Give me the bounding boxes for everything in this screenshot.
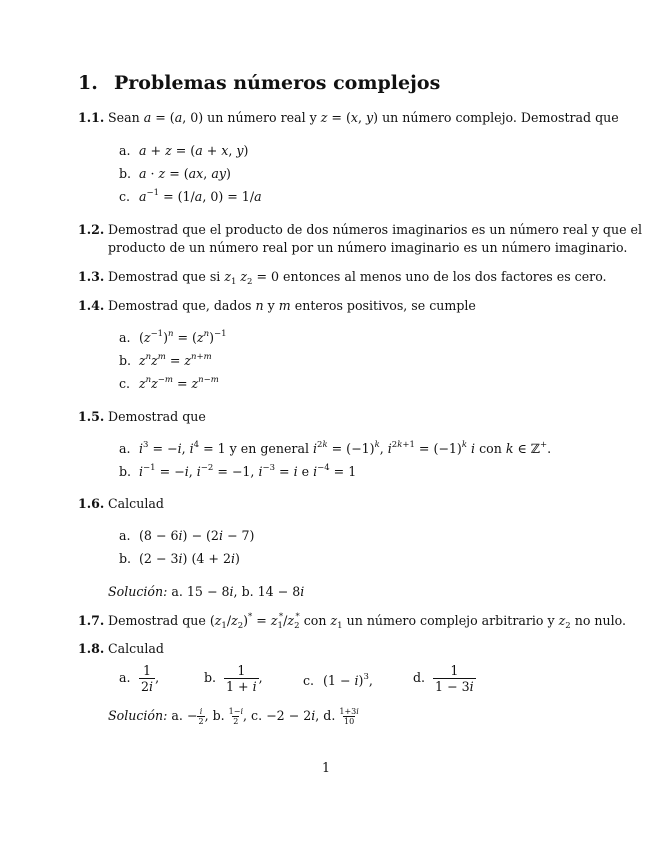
problem-number: 1.4. — [78, 298, 105, 313]
problem-text: Demostrad que, dados n y m enteros positivos, se cumple — [108, 298, 476, 313]
problem-number: 1.6. — [78, 496, 105, 511]
list-item: b. (2 − 3i) (4 + 2i) — [119, 551, 240, 566]
list-item: c. $a^{-1} = (1/a$, 0) = 1/a — [119, 188, 262, 204]
problem-text: Demostrad que $(z_1/z_2)^* = z_1^*/z_2^*$ con $z_1$ un número complejo arbitrario y $z_2$ no nulo. — [108, 612, 627, 631]
page-number: 1 — [322, 760, 331, 775]
list-item: a. $i^3 = -i$, $i^4 = 1$ y en general $i^{2k} = (-1)^k$, $i^{2k+1} = (-1)^k$ i con k ∈ ℤ+. — [119, 440, 552, 456]
list-item: a. (8 − 6i) − (2i − 7) — [119, 528, 255, 543]
problem-number: 1.8. — [78, 641, 105, 656]
list-item: a. $\frac{1}{2i}$ , — [119, 663, 160, 694]
list-item: c. $z^nz^{-m} = z^{n-m}$ — [119, 375, 219, 391]
problem-text: Calculad — [108, 496, 164, 511]
list-item: b. a · z = (ax, ay) — [119, 166, 231, 181]
problem-text: Sean a = (a, 0) un número real y z = (x, y) un número complejo. Demostrad que — [108, 110, 619, 125]
list-item: a. a + z = (a + x, y) — [119, 143, 249, 158]
list-item: c. $(1 - i)^3$, — [303, 672, 373, 688]
problem-text: Demostrad que — [108, 409, 206, 424]
list-item: b. $i^{-1} = -i$, $i^{-2} = -1$, $i^{-3} = i$ e $i^{-4} = 1$ — [119, 463, 357, 479]
solution: Solución: a. − $\frac{i}{2}$ , b. $\frac{1-i}{2}$ , c. −2 − 2i, d. $\frac{1+3i}{10}$ — [108, 707, 359, 726]
list-item: d. $\frac{1}{1 - 3i}$ — [413, 663, 474, 694]
problem-text-line-2: producto de un número real por un número imaginario es un número imaginario. — [108, 240, 628, 255]
problem-text: Demostrad que si $z_1$ $z_2 = 0$ entonces al menos uno de los dos factores es cero. — [108, 269, 607, 287]
list-item: b. $z^nz^m = z^{n+m}$ — [119, 352, 212, 368]
problem-text: Calculad — [108, 641, 164, 656]
section-title — [78, 72, 440, 94]
problem-number: 1.7. — [78, 613, 105, 628]
problem-text-line-1: Demostrad que el producto de dos números imaginarios es un número real y que el — [108, 222, 643, 237]
list-item: a. $(z^{-1})^n = (z^n)^{-1}$ — [119, 329, 227, 345]
section-title-text: Problemas números complejos — [114, 72, 441, 94]
problem-number: 1.3. — [78, 269, 105, 284]
list-item: b. $\frac{1}{1 + i}$ , — [204, 663, 263, 694]
problem-number: 1.5. — [78, 409, 105, 424]
solution: Solución: a. 15 − 8i, b. 14 − 8i — [108, 584, 305, 599]
problem-number: 1.1. — [78, 110, 105, 125]
problem-number: 1.2. — [78, 222, 105, 237]
section-number: 1. — [78, 72, 98, 94]
